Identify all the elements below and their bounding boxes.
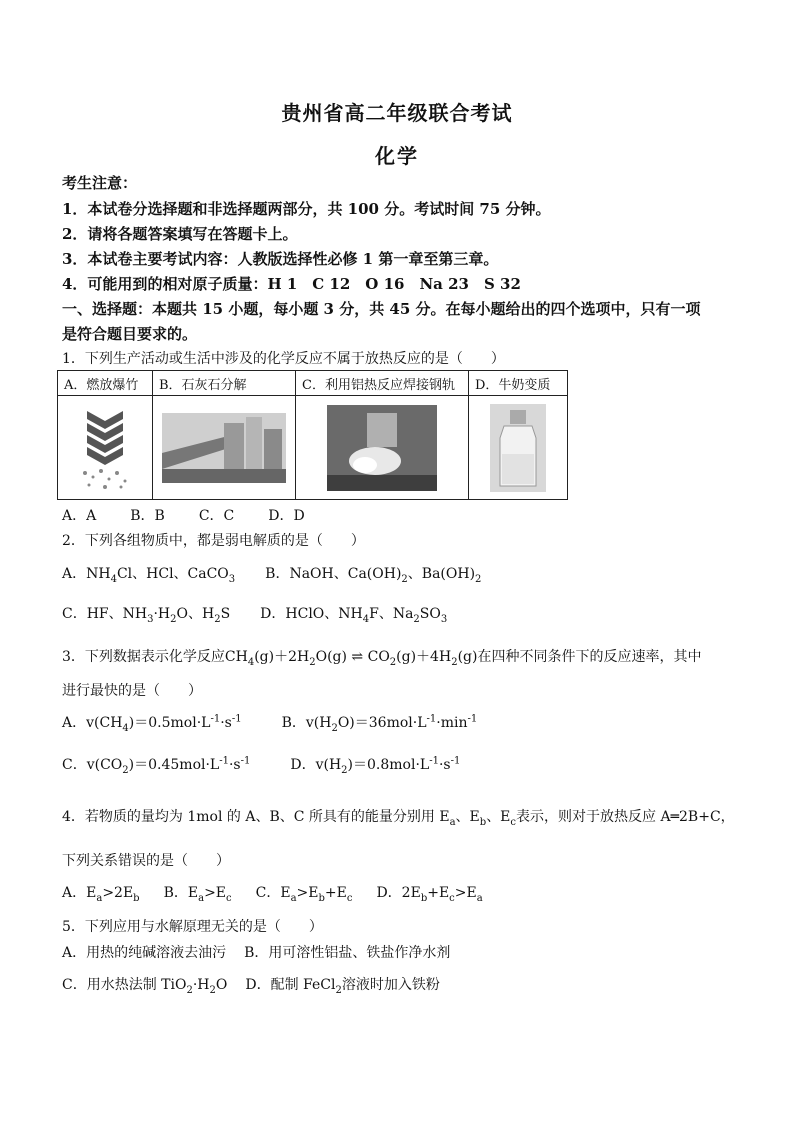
q1-option-d[interactable]: D．D	[268, 508, 305, 524]
q5-option-c[interactable]: C．用水热法制 $TiO_2\cdot H_2O$	[62, 977, 228, 996]
q3-stem-post: 在四种不同条件下的反应速率，其中	[477, 649, 702, 665]
q1-option-c[interactable]: C．C	[198, 508, 235, 524]
q1-option-b[interactable]: B．B	[130, 508, 165, 524]
q1-image-b-cell	[153, 396, 296, 500]
q3-stem-line2: 进行最快的是（ ）	[62, 683, 202, 699]
notice-item-3: 3．本试卷主要考试内容：人教版选择性必修 1 第一章至第三章。	[62, 250, 499, 268]
q1-image-a-cell	[58, 396, 153, 500]
q1-header-b: B．石灰石分解	[153, 371, 296, 396]
section-heading-line1: 一、选择题：本题共 15 小题，每小题 3 分，共 45 分。在每小题给出的四个选项中，只有一项	[62, 300, 701, 318]
q2-option-b[interactable]: B．NaOH、$Ca(OH)_2$、$Ba(OH)_2$	[265, 566, 482, 585]
q2-row-1	[62, 563, 481, 585]
q3-stem	[62, 646, 701, 668]
q2-option-a[interactable]: A．$NH_4Cl$、HCl、CaCO$_3$	[62, 566, 236, 585]
q5-option-d-pre: D．配制 FeCl	[245, 977, 336, 993]
q2-option-c[interactable]: C．HF、$NH_3\cdot H_2O$、$H_2S$	[62, 606, 231, 625]
q2-option-d[interactable]: D．HClO、$NH_4F$、$Na_2SO_3$	[260, 606, 448, 625]
q3-option-c[interactable]: C．$v(CO_2)=0.45mol\cdot L^{-1}\cdot s^{-1}$	[62, 755, 251, 776]
q4-stem-line2: 下列关系错误的是（ ）	[62, 853, 230, 869]
q1-header-c: C．利用铝热反应焊接钢轨	[296, 371, 469, 396]
q3-equation: $CH_4(g)+2H_2O(g)$ ⇌ $CO_2(g)+4H_2(g)$	[224, 649, 478, 668]
q5-option-b[interactable]: B．用可溶性铝盐、铁盐作净水剂	[244, 945, 451, 961]
lime-kiln-image	[162, 413, 286, 483]
q5-stem: 5．下列应用与水解原理无关的是（ ）	[62, 919, 323, 935]
q3-option-a[interactable]: A．$v(CH_4)=0.5mol\cdot L^{-1}\cdot s^{-1}$	[62, 713, 242, 734]
q1-header-a: A．燃放爆竹	[58, 371, 153, 396]
spoiled-milk-image	[490, 404, 546, 492]
q4-option-c[interactable]: C．$E_a>E_b+E_c$	[255, 885, 353, 904]
q3-option-d[interactable]: D．$v(H_2)=0.8mol\cdot L^{-1}\cdot s^{-1}$	[290, 755, 461, 776]
notice-item-2: 2．请将各题答案填写在答题卡上。	[62, 225, 298, 243]
q1-image-d-cell	[469, 396, 568, 500]
q1-option-a[interactable]: A．A	[62, 508, 97, 524]
firecracker-image	[75, 403, 135, 493]
q4-stem-post: 表示，则对于放热反应 A	[516, 809, 671, 825]
q5-option-a[interactable]: A．用热的纯碱溶液去油污	[62, 945, 227, 961]
q4-options	[62, 882, 483, 904]
q5-option-d-post: 溶液时加入铁粉	[341, 977, 440, 993]
q3-row-2	[62, 754, 460, 776]
q4-option-a[interactable]: A．$E_a>2E_b$	[62, 885, 140, 904]
q5-row-2	[62, 974, 440, 996]
notice-item-4: 4．可能用到的相对原子质量：H 1 C 12 O 16 Na 23 S 32	[62, 275, 521, 293]
notice-heading: 考生注意：	[62, 174, 138, 192]
q2-row-2	[62, 603, 447, 625]
q1-image-table	[57, 370, 568, 500]
q4-stem-pre: 4．若物质的量均为 1mol 的 A、B、C 所具有的能量分别用 E	[62, 809, 450, 825]
q5-option-d[interactable]: D．配制 FeCl$_2$溶液时加入铁粉	[245, 977, 440, 996]
q4-stem: 4．若物质的量均为 1mol 的 A、B、C 所具有的能量分别用 $E_a$、$E_b$、$E_c$表示，则对于放热反应 A═2B+C，	[62, 809, 735, 828]
q4-option-d[interactable]: D．$2E_b+E_c>E_a$	[376, 885, 483, 904]
exam-title: 贵州省高二年级联合考试	[281, 101, 513, 125]
subject-title: 化学	[375, 144, 419, 168]
q3-row-1	[62, 712, 477, 734]
q4-option-b[interactable]: B．$E_a>E_c$	[163, 885, 232, 904]
q1-header-d: D．牛奶变质	[469, 371, 568, 396]
q1-stem: 1．下列生产活动或生活中涉及的化学反应不属于放热反应的是（ ）	[62, 351, 505, 367]
q5-row-1	[62, 942, 450, 962]
q2-stem: 2．下列各组物质中，都是弱电解质的是（ ）	[62, 533, 365, 549]
q1-options	[62, 505, 305, 525]
notice-item-1: 1．本试卷分选择题和非选择题两部分，共 100 分。考试时间 75 分钟。	[62, 200, 551, 218]
section-heading-line2: 是符合题目要求的。	[62, 325, 198, 343]
q3-option-b[interactable]: B．$v(H_2O)=36mol\cdot L^{-1}\cdot\min^{-1}$	[281, 713, 478, 734]
thermite-welding-image	[327, 405, 437, 491]
q1-image-c-cell	[296, 396, 469, 500]
q3-stem-pre: 3．下列数据表示化学反应	[62, 649, 225, 665]
